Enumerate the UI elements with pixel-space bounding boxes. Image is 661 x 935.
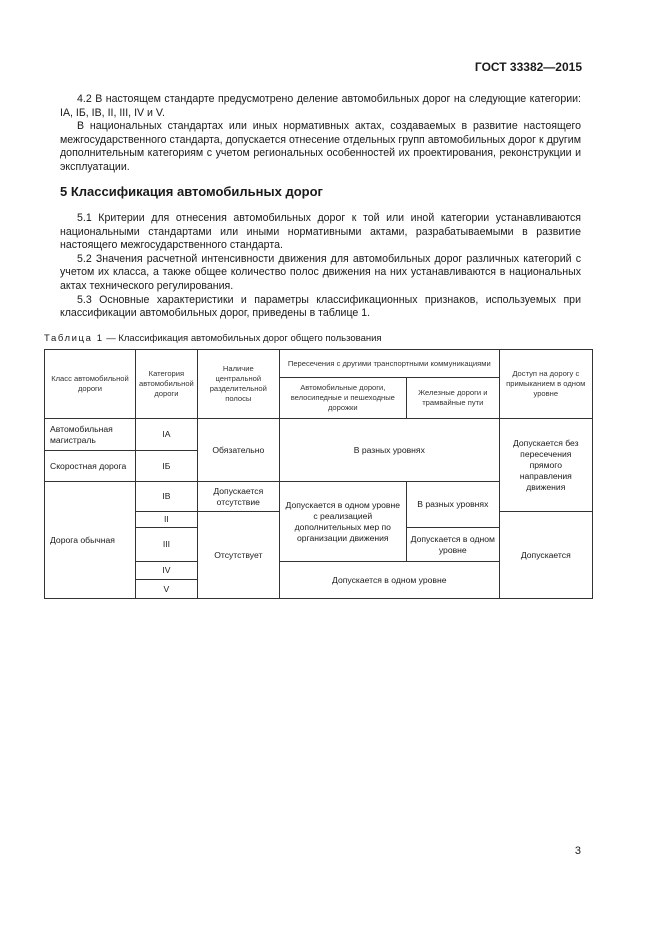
crossings-one-level-additional: Допускается в одном уровне с реализацией дополнительных мер по организации движения — [279, 482, 406, 562]
header-crossings-rail: Железные дороги и трамвайные пути — [406, 378, 499, 419]
category-ia: IА — [136, 419, 198, 451]
category-ii: II — [136, 512, 198, 528]
crossings-different-levels: В разных уровнях — [279, 419, 499, 482]
table-header-row — [45, 350, 593, 378]
access-no-crossing: Допускается без пересечения прямого направления движения — [499, 419, 592, 512]
table-caption — [44, 333, 382, 344]
table-row — [45, 419, 593, 451]
paragraph-5-3: 5.3 Основные характеристики и параметры классификационных признаков, используемых при классификации автомобильных дорог, приведены в таблице 1. — [60, 293, 581, 320]
classification-table — [44, 349, 593, 599]
category-iv: IV — [136, 562, 198, 580]
crossings-one-level: Допускается в одном уровне — [279, 562, 499, 599]
divider-absent: Отсутствует — [197, 512, 279, 599]
category-iii: III — [136, 528, 198, 562]
paragraph-4-2-national: В национальных стандартах или иных нормативных актах, создаваемых в развитие настоящего межгосударственного стандарта, допускается отнесение отдельных групп автомобильных дорог к другим дополнительным категориям с учетом региональных особенностей их проектирования, реконструкции и эксплуатации. — [60, 120, 581, 173]
paragraph-5-1: 5.1 Критерии для отнесения автомобильных дорог к той или иной категории устанавливаются национальными стандартами или иными нормативными актами, разрабатываемыми в развитие настоящего межгосударственного стандарта. — [60, 212, 581, 252]
divider-allowed-absence: Допускается отсутствие — [197, 482, 279, 512]
access-allowed: Допускается — [499, 512, 592, 599]
header-access: Доступ на дорогу с примыканием в одном уровне — [499, 350, 592, 419]
header-crossings-roads: Автомобильные дороги, велосипедные и пешеходные дорожки — [279, 378, 406, 419]
class-motorway: Автомобильная магистраль — [45, 419, 136, 451]
paragraph-5-2: 5.2 Значения расчетной интенсивности движения для автомобильных дорог различных категорий с учетом их класса, а также общее количество полос движения на них устанавливаются в национальных актах технического регулирования. — [60, 252, 581, 292]
divider-mandatory: Обязательно — [197, 419, 279, 482]
paragraph-4-2: 4.2 В настоящем стандарте предусмотрено деление автомобильных дорог на следующие категории: IА, IБ, IВ, II, III, IV и V. — [60, 93, 581, 119]
table-caption-text: — Классификация автомобильных дорог общего пользования — [103, 333, 382, 344]
category-ib: IБ — [136, 451, 198, 482]
section-5-title: 5 Классификация автомобильных дорог — [60, 184, 323, 199]
intro-text — [60, 93, 581, 175]
page-number: 3 — [574, 845, 581, 857]
header-crossings: Пересечения с другими транспортными коммуникациями — [279, 350, 499, 378]
class-ordinary: Дорога обычная — [45, 482, 136, 599]
class-expressway: Скоростная дорога — [45, 451, 136, 482]
section-5-text — [60, 212, 581, 321]
rail-different-levels: В разных уровнях — [406, 482, 499, 528]
header-road-class: Класс автомобильной дороги — [45, 350, 136, 419]
table-caption-prefix: Таблица 1 — [44, 333, 104, 344]
category-iv-cyr: IВ — [136, 482, 198, 512]
header-category: Категория автомобильной дороги — [136, 350, 198, 419]
header-divider: Наличие центральной разделительной полосы — [197, 350, 279, 419]
rail-one-level: Допускается в одном уровне — [406, 528, 499, 562]
category-v: V — [136, 580, 198, 599]
document-id: ГОСТ 33382—2015 — [474, 60, 582, 74]
